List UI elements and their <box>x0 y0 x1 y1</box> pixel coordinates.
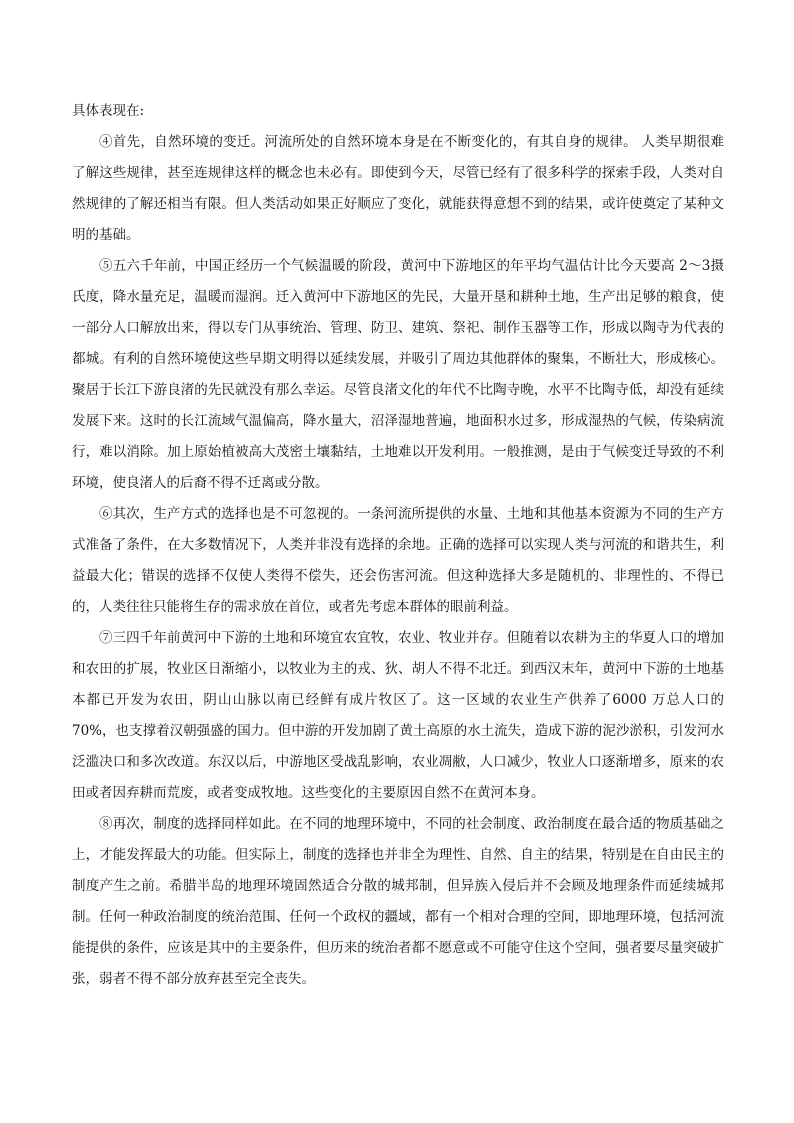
paragraph-8: ⑧再次，制度的选择同样如此。在不同的地理环境中，不同的社会制度、政治制度在最合适的物质基础之上，才能发挥最大的功能。但实际上，制度的选择也并非全为理性、自然、自主的结果，特别是在自由民主的制度产生之前。希腊半岛的地理环境固然适合分散的城邦制，但异族入侵后并不会顾及地理条件而延续城邦制。任何一种政治制度的统治范围、任何一个政权的疆域，都有一个相对合理的空间，即地理环境，包括河流能提供的条件，应该是其中的主要条件，但历来的统治者都不愿意或不可能守住这个空间，强者要尽量突破扩张，弱者不得不部分放弃甚至完全丧失。 <box>72 816 724 987</box>
paragraph-7: ⑦三四千年前黄河中下游的土地和环境宜农宜牧，农业、牧业并存。但随着以农耕为主的华夏人口的增加和农田的扩展，牧业区日渐缩小，以牧业为主的戎、狄、胡人不得不北迁。到西汉末年，黄河中下游的土地基本都已开发为农田，阴山山脉以南已经鲜有成片牧区了。这一区域的农业生产供养了6000 万总人口的 70%，也支撑着汉朝强盛的国力。但中游的开发加剧了黄土高原的水土流失，造成下游的泥沙淤积，引发河水泛滥决口和多次改道。东汉以后，中游地区受战乱影响，农业凋敝，人口减少，牧业人口逐渐增多，原来的农田或者因弃耕而荒废，或者变成牧地。这些变化的主要原因自然不在黄河本身。 <box>72 630 724 801</box>
intro-line: 具体表现在: <box>72 103 145 119</box>
paragraph-5: ⑤五六千年前，中国正经历一个气候温暖的阶段，黄河中下游地区的年平均气温估计比今天要高 2～3摄氏度，降水量充足，温暖而湿润。迁入黄河中下游地区的先民，大量开垦和耕种土地，生产出足够的粮食，使一部分人口解放出来，得以专门从事统治、管理、防卫、建筑、祭祀、制作玉器等工作，形成以陶寺为代表的都城。有利的自然环境使这些早期文明得以延续发展，并吸引了周边其他群体的聚集，不断壮大，形成核心。聚居于长江下游良渚的先民就没有那么幸运。尽管良渚文化的年代不比陶寺晚，水平不比陶寺低，却没有延续发展下来。这时的长江流域气温偏高，降水量大，沼泽湿地普遍，地面积水过多，形成湿热的气候，传染病流行，难以消除。加上原始植被高大茂密土壤黏结，土地难以开发利用。一般推测，是由于气候变迁导致的不利环境，使良渚人的后裔不得不迁离或分散。 <box>72 258 724 491</box>
document-page <box>72 96 724 995</box>
paragraph-6: ⑥其次，生产方式的选择也是不可忽视的。一条河流所提供的水量、土地和其他基本资源为不同的生产方式准备了条件，在大多数情况下，人类并非没有选择的余地。正确的选择可以实现人类与河流的和谐共生，利益最大化；错误的选择不仅使人类得不偿失，还会伤害河流。但这种选择大多是随机的、非理性的、不得已的，人类往往只能将生存的需求放在首位，或者先考虑本群体的眼前利益。 <box>72 506 724 615</box>
paragraph-4: ④首先，自然环境的变迁。河流所处的自然环境本身是在不断变化的，有其自身的规律。 人类早期很难了解这些规律，甚至连规律这样的概念也未必有。即使到今天，尽管已经有了很多科学的探索手段，人类对自然规律的了解还相当有限。但人类活动如果正好顺应了变化，就能获得意想不到的结果，或许使奠定了某种文明的基础。 <box>72 134 724 243</box>
